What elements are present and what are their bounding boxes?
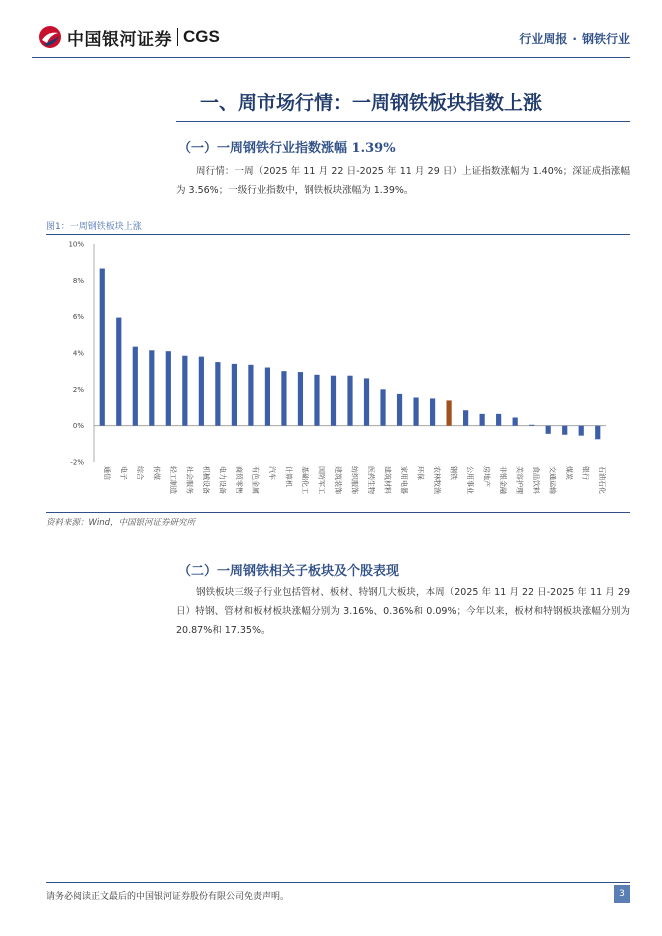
category-label: 建筑装饰 <box>333 466 342 494</box>
category-label: 计算机 <box>284 466 293 487</box>
category-label: 机械设备 <box>201 466 210 494</box>
bar-1 <box>116 318 121 426</box>
bar-30 <box>595 426 600 440</box>
industry-name: 钢铁行业 <box>581 32 630 46</box>
bar-21 <box>446 400 451 425</box>
bar-5 <box>182 356 187 426</box>
category-label: 交通运输 <box>548 466 557 494</box>
category-label: 环保 <box>416 466 425 480</box>
category-label: 钢铁 <box>449 466 458 480</box>
bar-4 <box>166 351 171 425</box>
category-label: 国防军工 <box>317 466 326 494</box>
bar-19 <box>413 398 418 426</box>
category-label: 传媒 <box>152 466 161 480</box>
y-tick-label: 8% <box>72 276 84 285</box>
bar-13 <box>314 375 319 426</box>
category-label: 通信 <box>102 466 111 480</box>
category-label: 轻工制造 <box>168 466 177 494</box>
section-divider <box>176 121 630 122</box>
company-logo <box>38 24 220 50</box>
category-label: 基础化工 <box>300 466 309 494</box>
category-label: 有色金属 <box>251 466 260 494</box>
report-type: 行业周报 <box>519 32 568 46</box>
category-label: 商贸零售 <box>234 466 243 494</box>
figure-label: 图1：一周钢铁板块上涨 <box>46 222 142 232</box>
category-label: 医药生物 <box>367 466 376 494</box>
category-label: 建筑材料 <box>383 466 392 494</box>
figure-top-rule <box>46 234 630 235</box>
category-label: 电子 <box>119 466 128 480</box>
y-tick-label: 4% <box>72 349 84 358</box>
category-label: 农林牧渔 <box>433 466 442 494</box>
bar-2 <box>133 347 138 426</box>
category-label: 社会服务 <box>185 466 194 494</box>
bar-24 <box>496 414 501 426</box>
category-label: 综合 <box>135 466 144 480</box>
y-tick-label: 10% <box>68 240 84 249</box>
category-label: 煤炭 <box>565 466 574 480</box>
bar-28 <box>562 426 567 435</box>
y-tick-label: 6% <box>72 313 84 322</box>
cgs-logo-icon <box>38 25 62 49</box>
category-label: 石油石化 <box>598 466 607 494</box>
bar-17 <box>380 389 385 425</box>
bar-14 <box>331 376 336 426</box>
bar-29 <box>579 426 584 436</box>
page-number: 3 <box>614 885 630 903</box>
subsection-1-paragraph: 周行情：一周（2025 年 11 月 22 日-2025 年 11 月 29 日）上证指数涨幅为 1.40%；深证成指涨幅为 3.56%；一级行业指数中，钢铁板块涨幅为 1.39%。 <box>176 166 630 196</box>
category-label: 纺织服饰 <box>350 466 359 494</box>
category-label: 非银金融 <box>499 466 508 494</box>
bar-chart <box>46 236 630 510</box>
bar-25 <box>513 417 518 425</box>
y-tick-label: 2% <box>72 385 84 394</box>
header-report-info <box>519 30 630 47</box>
category-label: 家用电器 <box>400 466 409 494</box>
bar-26 <box>529 425 534 426</box>
category-label: 美容护理 <box>515 466 524 494</box>
bar-10 <box>265 368 270 426</box>
header-divider <box>32 57 630 58</box>
bar-15 <box>347 376 352 426</box>
bar-6 <box>199 357 204 426</box>
footer-divider <box>46 882 630 883</box>
category-label: 银行 <box>581 466 590 480</box>
bar-11 <box>281 371 286 426</box>
subsection-1-title: （一）一周钢铁行业指数涨幅 1.39% <box>178 141 396 156</box>
category-label: 房地产 <box>482 466 491 487</box>
bar-27 <box>546 426 551 434</box>
bar-23 <box>480 414 485 426</box>
y-tick-label: 0% <box>72 422 84 431</box>
category-label: 汽车 <box>267 466 276 480</box>
bar-0 <box>100 269 105 426</box>
figure-bottom-rule <box>46 512 630 513</box>
bar-20 <box>430 398 435 425</box>
section-title: 一、周市场行情：一周钢铁板块指数上涨 <box>200 92 543 114</box>
bar-16 <box>364 378 369 425</box>
category-label: 公用事业 <box>466 466 475 494</box>
logo-text-en: CGS <box>183 27 220 46</box>
header-dot: · <box>572 32 577 46</box>
y-tick-label: -2% <box>70 458 84 467</box>
category-label: 食品饮料 <box>532 466 541 494</box>
subsection-2-paragraph: 钢铁板块三级子行业包括管材、板材、特钢几大板块，本周（2025 年 11 月 22 日-2025 年 11 月 29 日）特钢、管材和板材板块涨幅分别为 3.16%、0.36%和 0.09%；今年以来，板材和特钢板块涨幅分别为 20.87%和 17.35%。 <box>176 587 630 636</box>
subsection-2-title: （二）一周钢铁相关子板块及个股表现 <box>178 564 400 579</box>
logo-text-cn: 中国银河证券 <box>67 29 172 50</box>
bar-12 <box>298 372 303 426</box>
bar-18 <box>397 394 402 426</box>
figure-source: 资料来源：Wind，中国银河证券研究所 <box>46 518 196 528</box>
bar-9 <box>248 365 253 426</box>
bar-22 <box>463 410 468 425</box>
bar-3 <box>149 350 154 425</box>
category-label: 电力设备 <box>218 466 227 494</box>
bar-8 <box>232 364 237 426</box>
logo-separator <box>177 28 178 46</box>
bar-7 <box>215 362 220 426</box>
footer-disclaimer: 请务必阅读正文最后的中国银河证券股份有限公司免责声明。 <box>46 892 290 902</box>
